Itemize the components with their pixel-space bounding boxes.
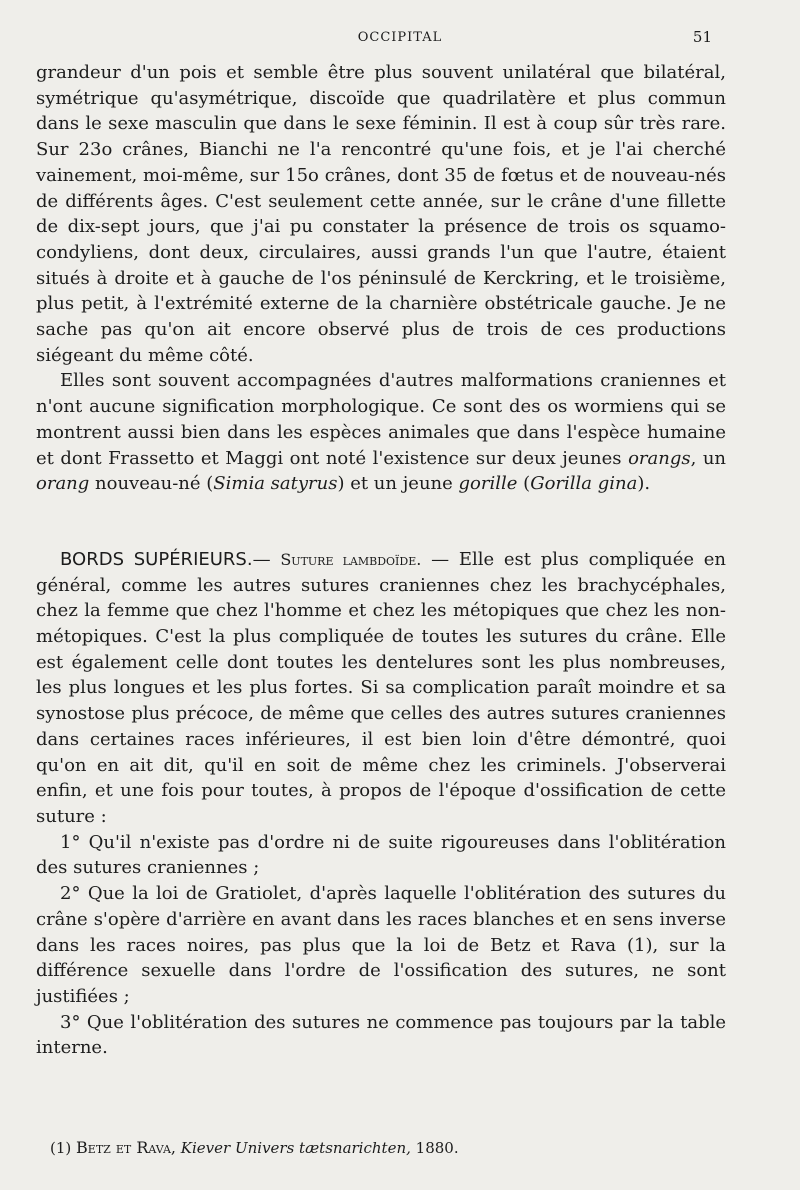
footnote [50,1138,740,1157]
paragraph-2 [36,368,726,497]
italic-simia-satyrus: Simia satyrus [213,473,338,495]
section-gap [36,497,726,547]
running-header [0,28,800,50]
page-number: 51 [692,28,712,46]
italic-orang: orang [36,473,90,495]
section-text: — Elle est plus compliquée en général, comme les autres sutures craniennes chez les brachycéphales, chez la femme que chez l'homme et chez les métopiques que chez les non-métopiques. C'est la plus compliquée de toutes les sutures du crâne. Elle est également celle dont toutes les dentelures sont les plus nombreuses, les plus longues et les plus fortes. Si sa complication paraît moindre et sa synostose plus précoce, de même que celles des autres sutures craniennes dans certaines races inférieures, il est bien loin d'être démontré, quoi qu'on en ait dit, qu'il en soit de même chez les criminels. J'observerai enfin, et une fois pour toutes, à propos de l'époque d'ossification de cette suture : [36,548,727,827]
footnote-marker: (1) [50,1139,72,1157]
running-title: OCCIPITAL [357,30,443,45]
list-item-3: 3° Que l'oblitération des sutures ne commence pas toujours par la table interne. [36,1011,726,1059]
section-paragraph [36,547,726,830]
footnote-authors: Betz et Rava, [76,1138,177,1157]
italic-gorilla-gina: Gorilla gina [530,473,638,495]
section-heading-dash: — [252,548,271,570]
footnote-year: 1880. [415,1139,459,1157]
paragraph-2-text-6: ). [637,473,651,495]
body-text [36,60,726,1061]
list-item-1: 1° Qu'il n'existe pas d'ordre ni de suite rigoureuses dans l'oblitération des sutures craniennes ; [36,831,726,879]
paragraph-2-text-2: , un [690,447,727,469]
paragraph-1: grandeur d'un pois et semble être plus souvent unilatéral que bilatéral, symétrique qu'asymétrique, discoïde que quadrilatère et plus commun dans le sexe masculin que dans le sexe féminin. Il est à coup sûr très rare. Sur 23o crânes, Bianchi ne l'a rencontré qu'une fois, et je l'ai cherché vainement, moi-même, sur 15o crânes, dont 35 de fœtus et de nouveau-nés de différents âges. C'est seulement cette année, sur le crâne d'une fillette de dix-sept jours, que j'ai pu constater la présence de trois os squamo-condyliens, dont deux, circulaires, aussi grands l'un que l'autre, étaient situés à droite et à gauche de l'os péninsulé de Kerckring, et le troisième, plus petit, à l'extrémité externe de la charnière obstétricale gauche. Je ne sache pas qu'on ait encore observé plus de trois de ces productions siégeant du même côté. [36,62,726,366]
paragraph-2-text-1: Elles sont souvent accompagnées d'autres malformations craniennes et n'ont aucune signification morphologique. Ce sont des os wormiens qui se montrent aussi bien dans les espèces animales que dans l'espèce humaine et dont Frassetto et Maggi ont noté l'existence sur deux jeunes [36,370,726,469]
paragraph-2-text-3: nouveau-né ( [95,473,214,495]
section-heading: BORDS SUPÉRIEURS. [60,548,253,570]
paragraph-2-text-4: ) et un jeune [337,473,453,495]
italic-orangs: orangs [628,447,691,469]
italic-gorille: gorille [458,473,518,495]
list-item-2: 2° Que la loi de Gratiolet, d'après laquelle l'oblitération des sutures du crâne s'opère d'arrière en avant dans les races blanches et en sens inverse dans les races noires, pas plus que la loi de Betz et Rava (1), sur la différence sexuelle dans l'ordre de l'ossification des sutures, ne sont justifiées ; [36,883,726,1007]
section-subheading: Suture lambdoïde. [280,549,422,569]
footnote-title: Kiever Univers tætsnarichten, [180,1139,411,1157]
paragraph-2-text-5: ( [523,473,531,495]
